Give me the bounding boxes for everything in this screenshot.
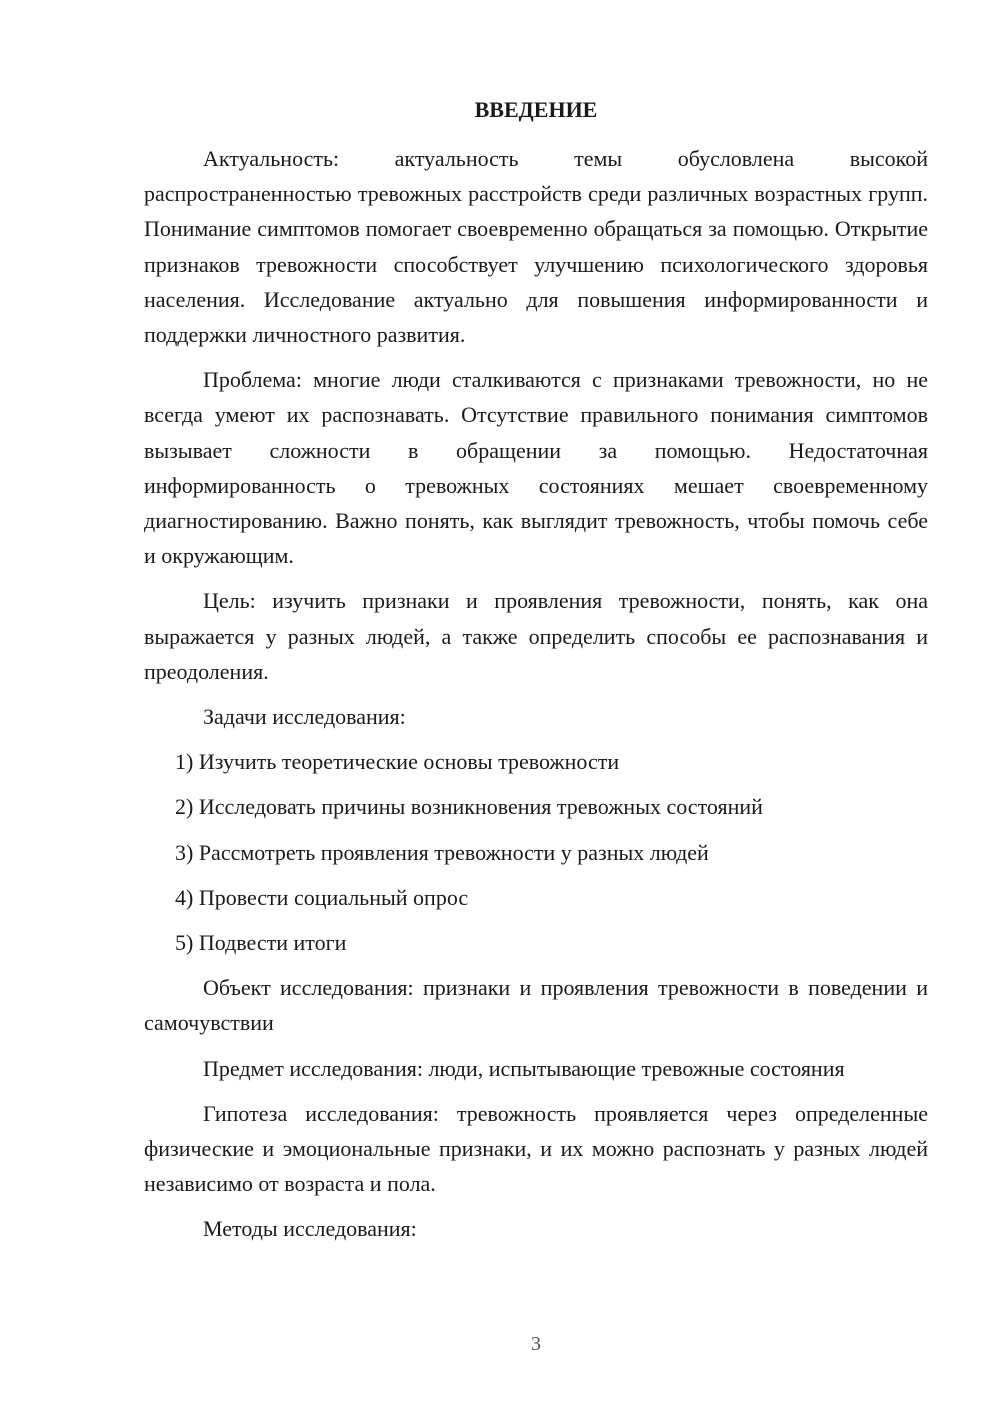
problem-paragraph: Проблема: многие люди сталкиваются с признаками тревожности, но не всегда умеют их распознавать. Отсутствие правильного понимания симптомов вызывает сложности в обращении за помощью. Недостаточная информированность о тревожных состояниях мешает своевременному диагностированию. Важно понять, как выглядит тревожность, чтобы помочь себе и окружающим.	[144, 367, 928, 569]
task-item: 2) Исследовать причины возникновения тревожных состояний	[175, 794, 763, 820]
object-paragraph: Объект исследования: признаки и проявления тревожности в поведении и самочувствии	[144, 975, 928, 1036]
page-number: 3	[531, 1333, 541, 1355]
task-item: 3) Рассмотреть проявления тревожности у разных людей	[175, 839, 709, 865]
task-item: 5) Подвести итоги	[175, 930, 347, 956]
goal-paragraph: Цель: изучить признаки и проявления тревожности, понять, как она выражается у разных людей, а также определить способы ее распознавания и преодоления.	[144, 588, 928, 684]
tasks-heading: Задачи исследования:	[203, 704, 406, 730]
task-item: 4) Провести социальный опрос	[175, 884, 469, 910]
page-content	[144, 92, 928, 1257]
methods-paragraph: Методы исследования:	[203, 1216, 417, 1242]
task-item: 1) Изучить теоретические основы тревожности	[175, 749, 620, 775]
hypothesis-paragraph: Гипотеза исследования: тревожность проявляется через определенные физические и эмоциональные признаки, и их можно распознать у разных людей независимо от возраста и пола.	[144, 1100, 928, 1197]
subject-paragraph: Предмет исследования: люди, испытывающие тревожные состояния	[203, 1055, 845, 1081]
relevance-paragraph: Актуальность: актуальность темы обусловлена высокой распространенностью тревожных расстройств среди различных возрастных групп. Понимание симптомов помогает своевременно обращаться за помощью. Открытие признаков тревожности способствует улучшению психологического здоровья населения. Исследование актуально для повышения информированности и поддержки личностного развития.	[144, 146, 928, 348]
page-title: ВВЕДЕНИЕ	[474, 97, 598, 122]
